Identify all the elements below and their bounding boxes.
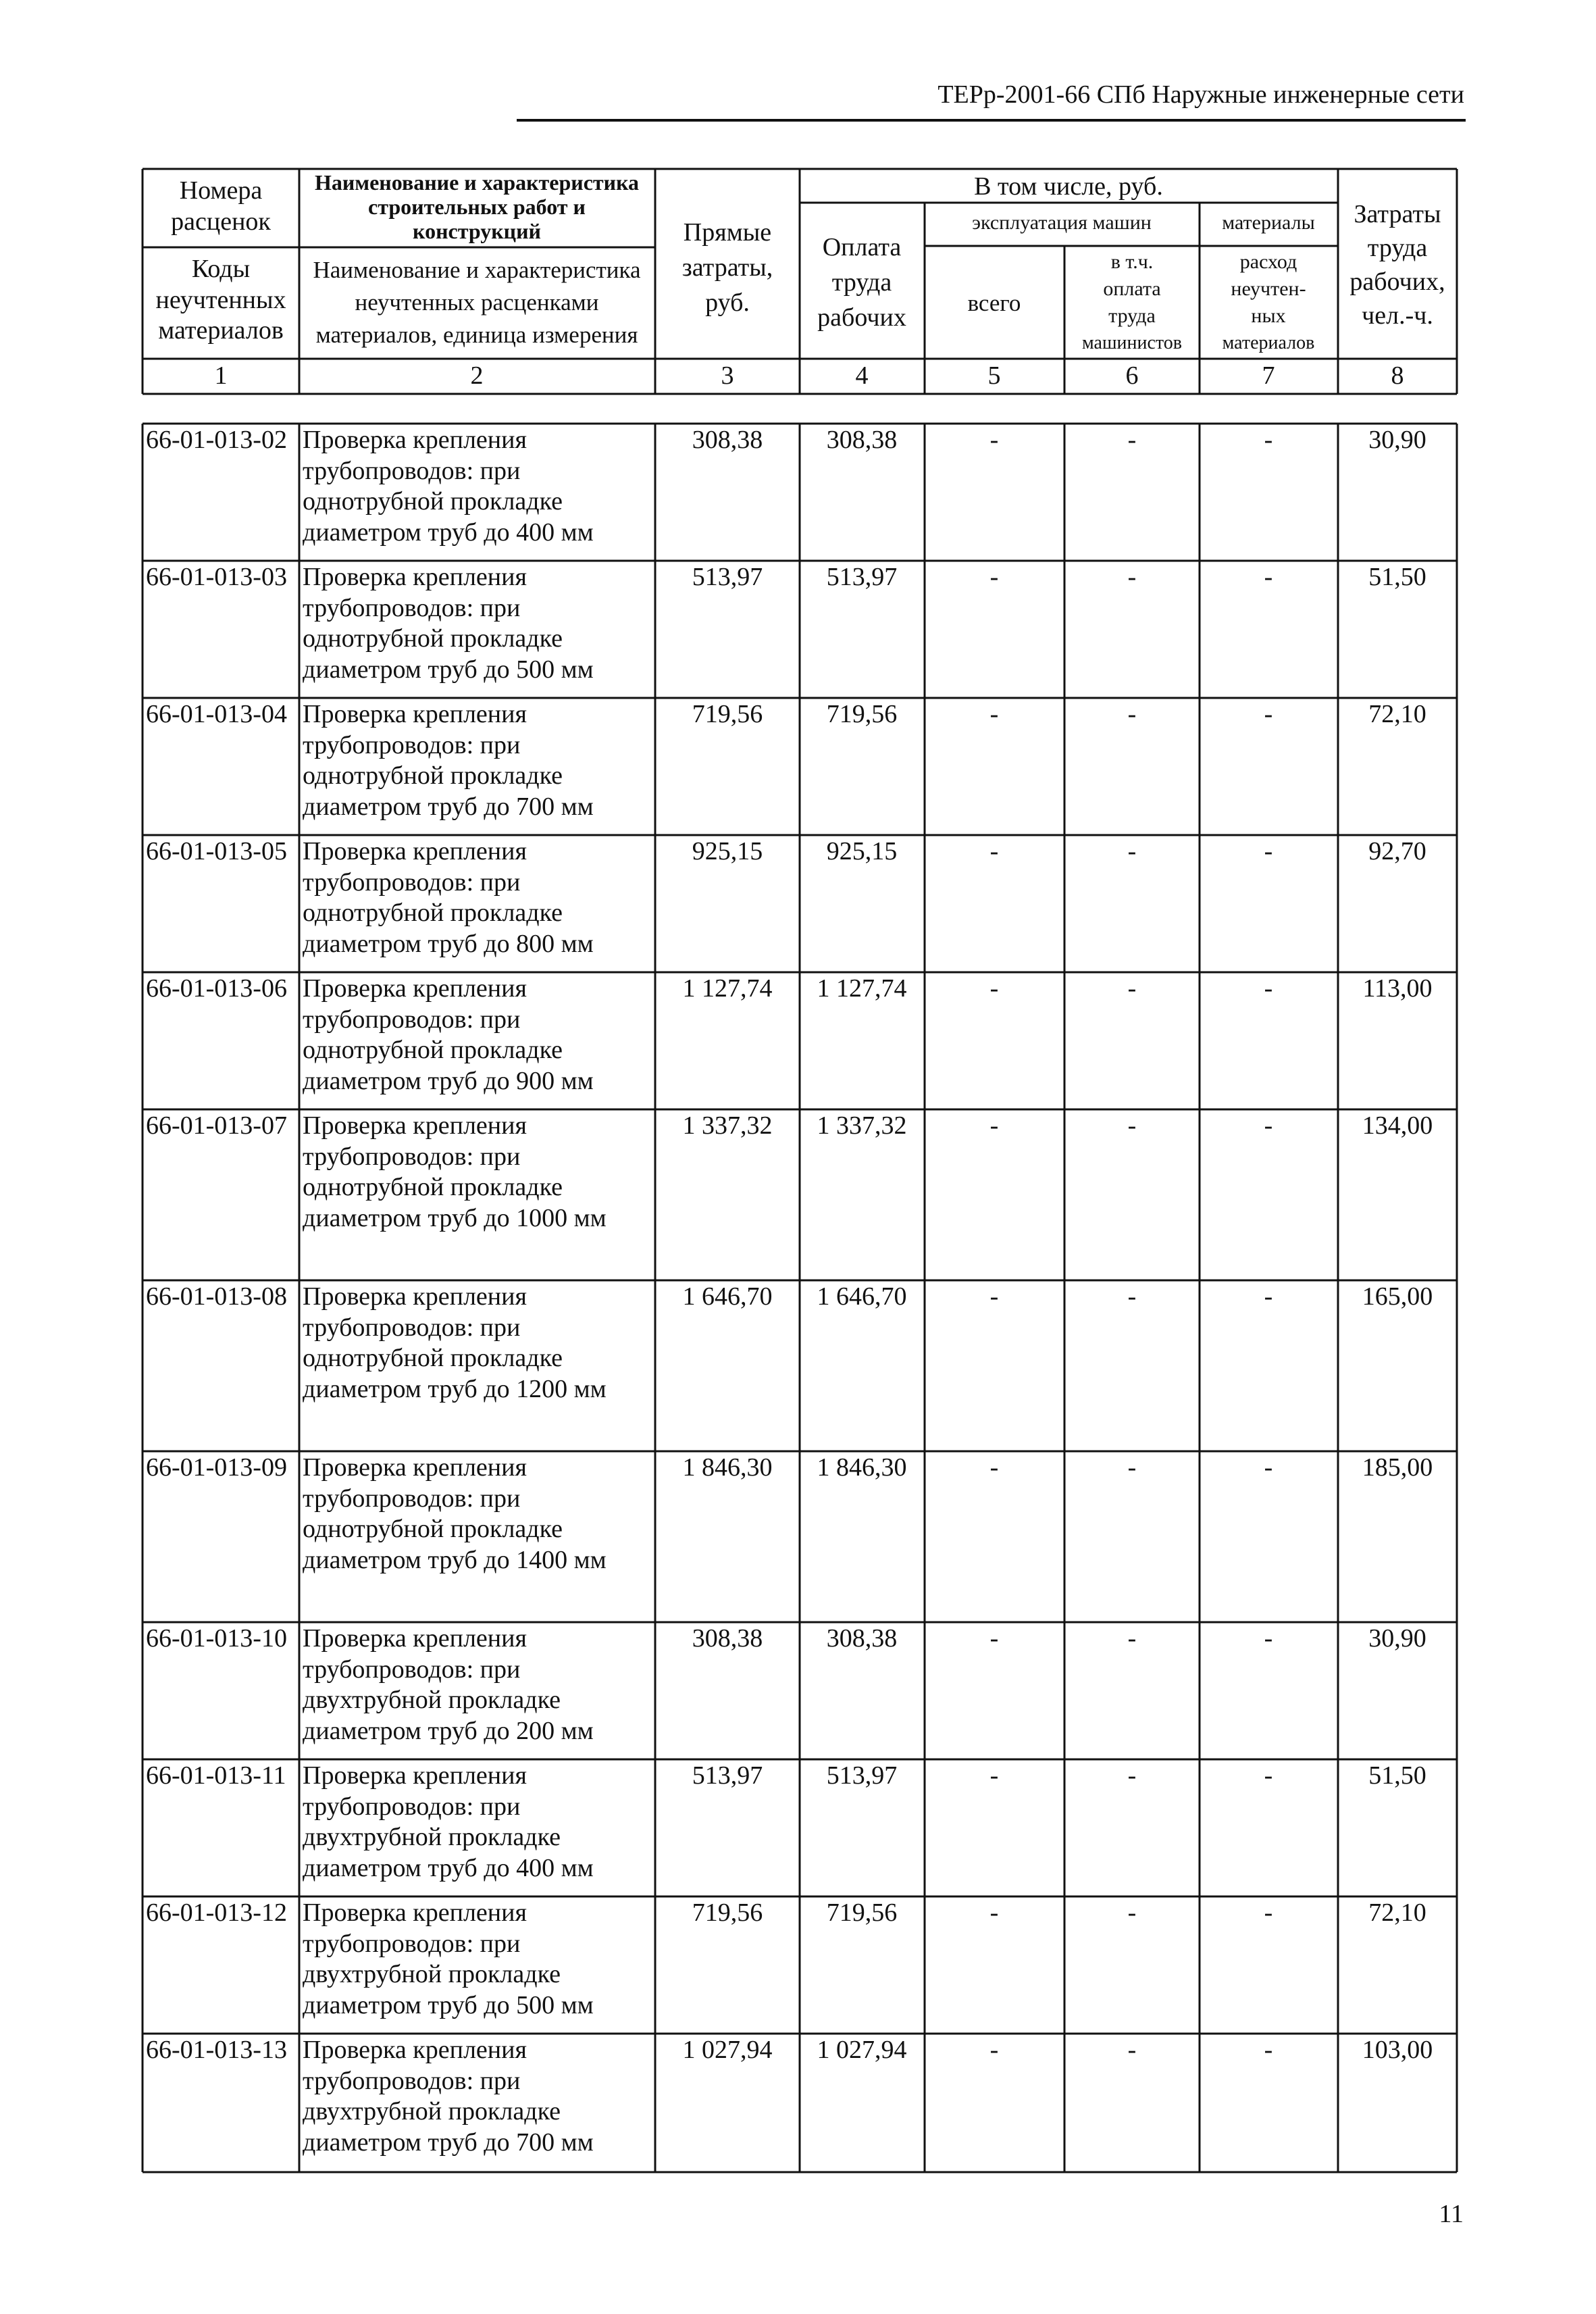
- description-line: Проверка крепления: [303, 563, 527, 591]
- description-line: Проверка крепления: [303, 1111, 527, 1140]
- machine-costs: -: [989, 563, 999, 591]
- operator-pay: -: [1127, 1282, 1137, 1311]
- machine-costs: -: [989, 426, 999, 454]
- machine-costs: -: [989, 2036, 999, 2064]
- header-text: неучтенных расценками: [355, 289, 599, 316]
- description-line: диаметром труб до 900 мм: [303, 1066, 594, 1095]
- header-text: Номера: [179, 176, 263, 205]
- description-line: трубопроводов: при: [303, 1929, 521, 1958]
- labor-hours: 103,00: [1362, 2036, 1433, 2064]
- work-description: [303, 2035, 594, 2158]
- description-line: трубопроводов: при: [303, 1005, 521, 1034]
- operator-pay: -: [1127, 1761, 1137, 1790]
- machine-costs: -: [989, 1898, 999, 1927]
- description-line: диаметром труб до 500 мм: [303, 655, 594, 684]
- column-number: 6: [1125, 361, 1139, 390]
- labor-hours: 30,90: [1368, 426, 1426, 454]
- materials-cost: -: [1264, 1111, 1273, 1140]
- header-text: Наименование и характеристика: [314, 170, 640, 195]
- description-line: однотрубной прокладке: [303, 1344, 563, 1373]
- materials-cost: -: [1264, 1624, 1273, 1653]
- direct-costs: 513,97: [692, 1761, 763, 1790]
- description-line: трубопроводов: при: [303, 1313, 521, 1342]
- rate-code: 66-01-013-11: [146, 1761, 286, 1790]
- header-machines: эксплуатация машин: [972, 211, 1152, 234]
- labor-hours: 30,90: [1368, 1624, 1426, 1653]
- header-text: машинистов: [1082, 332, 1182, 353]
- direct-costs: 513,97: [692, 563, 763, 591]
- header-col2-top: [315, 170, 639, 243]
- work-description: [303, 1761, 594, 1884]
- materials-cost: -: [1264, 563, 1273, 591]
- work-description: [303, 1624, 594, 1746]
- header-text: расход: [1239, 251, 1297, 273]
- header-col1-bottom: [155, 254, 286, 347]
- header-col8: [1349, 197, 1445, 332]
- description-line: трубопроводов: при: [303, 593, 521, 622]
- header-col3: [682, 215, 773, 320]
- header-text: материалов: [158, 316, 284, 345]
- header-text: материалов, единица измерения: [315, 322, 638, 348]
- labor-hours: 72,10: [1368, 700, 1426, 728]
- header-text: рабочих: [817, 303, 906, 332]
- materials-cost: -: [1264, 426, 1273, 454]
- header-group: В том числе, руб.: [974, 172, 1163, 201]
- header-text: Оплата: [822, 233, 902, 261]
- rate-code: 66-01-013-13: [146, 2036, 287, 2064]
- direct-costs: 1 846,30: [682, 1453, 773, 1482]
- column-number: 5: [987, 361, 1001, 390]
- description-line: однотрубной прокладке: [303, 761, 563, 790]
- description-line: диаметром труб до 200 мм: [303, 1716, 594, 1745]
- labor-hours: 51,50: [1368, 1761, 1426, 1790]
- description-line: диаметром труб до 800 мм: [303, 929, 594, 958]
- description-line: диаметром труб до 1400 мм: [303, 1545, 607, 1574]
- materials-cost: -: [1264, 700, 1273, 728]
- header-text: неучтенных: [155, 285, 286, 314]
- header-text: Прямые: [683, 218, 772, 247]
- description-line: Проверка крепления: [303, 1624, 527, 1653]
- description-line: однотрубной прокладке: [303, 1173, 563, 1202]
- header-text: в т.ч.: [1110, 251, 1154, 273]
- description-line: диаметром труб до 1200 мм: [303, 1374, 607, 1403]
- machine-costs: -: [989, 1282, 999, 1311]
- description-line: двухтрубной прокладке: [303, 2097, 561, 2126]
- description-line: однотрубной прокладке: [303, 487, 563, 516]
- description-line: Проверка крепления: [303, 426, 527, 454]
- description-line: Проверка крепления: [303, 1761, 527, 1790]
- machine-costs: -: [989, 1624, 999, 1653]
- description-line: Проверка крепления: [303, 700, 527, 728]
- work-description: [303, 425, 594, 548]
- description-line: Проверка крепления: [303, 974, 527, 1003]
- labor-hours: 185,00: [1362, 1453, 1433, 1482]
- machine-costs: -: [989, 1111, 999, 1140]
- labor-pay: 308,38: [826, 426, 898, 454]
- description-line: двухтрубной прокладке: [303, 1960, 561, 1989]
- labor-pay: 925,15: [826, 837, 898, 865]
- labor-pay: 1 027,94: [817, 2036, 907, 2064]
- materials-cost: -: [1264, 1453, 1273, 1482]
- direct-costs: 308,38: [692, 1624, 763, 1653]
- labor-pay: 513,97: [826, 563, 898, 591]
- header-materials: материалы: [1222, 211, 1315, 234]
- header-col2-bottom: [313, 254, 640, 351]
- description-line: трубопроводов: при: [303, 867, 521, 897]
- operator-pay: -: [1127, 1111, 1137, 1140]
- rate-code: 66-01-013-04: [146, 700, 287, 728]
- materials-cost: -: [1264, 2036, 1273, 2064]
- materials-cost: -: [1264, 1282, 1273, 1311]
- rate-code: 66-01-013-08: [146, 1282, 287, 1311]
- operator-pay: -: [1127, 1898, 1137, 1927]
- column-number: 2: [470, 361, 484, 390]
- description-line: диаметром труб до 1000 мм: [303, 1203, 607, 1232]
- direct-costs: 1 027,94: [682, 2036, 773, 2064]
- description-line: диаметром труб до 400 мм: [303, 1853, 594, 1882]
- header-text: руб.: [705, 288, 750, 317]
- labor-pay: 1 127,74: [817, 974, 907, 1003]
- description-line: диаметром труб до 700 мм: [303, 792, 594, 821]
- operator-pay: -: [1127, 974, 1137, 1003]
- operator-pay: -: [1127, 700, 1137, 728]
- header-text: труда: [1367, 234, 1428, 262]
- direct-costs: 719,56: [692, 1898, 763, 1927]
- header-text: труда: [1108, 305, 1156, 327]
- header-text: Коды: [191, 255, 251, 283]
- work-description: [303, 562, 594, 685]
- header-text: затраты,: [681, 253, 773, 282]
- description-line: трубопроводов: при: [303, 730, 521, 759]
- materials-cost: -: [1264, 837, 1273, 865]
- work-description: [303, 836, 594, 959]
- operator-pay: -: [1127, 426, 1137, 454]
- header-text: материалов: [1222, 332, 1315, 353]
- description-line: трубопроводов: при: [303, 1655, 521, 1684]
- description-line: Проверка крепления: [303, 1898, 527, 1927]
- column-number: 1: [214, 361, 228, 390]
- column-number: 3: [721, 361, 734, 390]
- direct-costs: 1 337,32: [682, 1111, 773, 1140]
- running-header: ТЕРр-2001-66 СПб Наружные инженерные сети: [937, 80, 1464, 109]
- operator-pay: -: [1127, 2036, 1137, 2064]
- description-line: Проверка крепления: [303, 1282, 527, 1311]
- header-col1-top: [171, 176, 271, 237]
- direct-costs: 719,56: [692, 700, 763, 728]
- header-text: расценок: [171, 207, 271, 236]
- machine-costs: -: [989, 1761, 999, 1790]
- page-number: 11: [1439, 2200, 1464, 2228]
- operator-pay: -: [1127, 1624, 1137, 1653]
- direct-costs: 1 127,74: [682, 974, 773, 1003]
- labor-hours: 165,00: [1362, 1282, 1433, 1311]
- description-line: трубопроводов: при: [303, 456, 521, 485]
- materials-cost: -: [1264, 974, 1273, 1003]
- column-number: 4: [855, 361, 869, 390]
- header-text: чел.-ч.: [1362, 301, 1433, 330]
- rate-code: 66-01-013-09: [146, 1453, 287, 1482]
- header-col5: всего: [967, 290, 1021, 316]
- machine-costs: -: [989, 837, 999, 865]
- work-description: [303, 1898, 594, 2021]
- materials-cost: -: [1264, 1761, 1273, 1790]
- header-text: оплата: [1103, 278, 1161, 300]
- labor-hours: 72,10: [1368, 1898, 1426, 1927]
- machine-costs: -: [989, 974, 999, 1003]
- work-description: [303, 1111, 607, 1234]
- operator-pay: -: [1127, 837, 1137, 865]
- labor-pay: 1 846,30: [817, 1453, 907, 1482]
- description-line: однотрубной прокладке: [303, 1036, 563, 1065]
- work-description: [303, 699, 594, 822]
- direct-costs: 925,15: [692, 837, 763, 865]
- column-number: 7: [1262, 361, 1275, 390]
- description-line: диаметром труб до 700 мм: [303, 2128, 594, 2157]
- labor-pay: 308,38: [826, 1624, 898, 1653]
- description-line: Проверка крепления: [303, 837, 527, 865]
- rate-code: 66-01-013-02: [146, 426, 287, 454]
- description-line: Проверка крепления: [303, 2036, 527, 2064]
- header-col6: [1082, 249, 1182, 357]
- description-line: однотрубной прокладке: [303, 899, 563, 928]
- description-line: Проверка крепления: [303, 1453, 527, 1482]
- description-line: трубопроводов: при: [303, 2066, 521, 2095]
- rate-code: 66-01-013-05: [146, 837, 287, 865]
- header-text: Наименование и характеристика: [313, 257, 641, 283]
- header-text: конструкций: [413, 219, 541, 243]
- header-text: Затраты: [1354, 200, 1441, 228]
- labor-hours: 113,00: [1362, 974, 1433, 1003]
- rate-code: 66-01-013-06: [146, 974, 287, 1003]
- operator-pay: -: [1127, 563, 1137, 591]
- header-text: строительных работ и: [368, 195, 586, 219]
- description-line: однотрубной прокладке: [303, 624, 563, 653]
- description-line: диаметром труб до 500 мм: [303, 1990, 594, 2019]
- header-col4: [817, 230, 906, 335]
- rate-code: 66-01-013-10: [146, 1624, 287, 1653]
- direct-costs: 308,38: [692, 426, 763, 454]
- description-line: диаметром труб до 400 мм: [303, 518, 594, 547]
- direct-costs: 1 646,70: [682, 1282, 773, 1311]
- labor-pay: 1 337,32: [817, 1111, 907, 1140]
- description-line: двухтрубной прокладке: [303, 1686, 561, 1715]
- labor-pay: 513,97: [826, 1761, 898, 1790]
- materials-cost: -: [1264, 1898, 1273, 1927]
- description-line: трубопроводов: при: [303, 1142, 521, 1171]
- labor-hours: 51,50: [1368, 563, 1426, 591]
- rate-code: 66-01-013-03: [146, 563, 287, 591]
- labor-pay: 719,56: [826, 1898, 898, 1927]
- description-line: однотрубной прокладке: [303, 1515, 563, 1544]
- operator-pay: -: [1127, 1453, 1137, 1482]
- machine-costs: -: [989, 1453, 999, 1482]
- labor-pay: 1 646,70: [817, 1282, 907, 1311]
- work-description: [303, 974, 594, 1097]
- work-description: [303, 1453, 607, 1576]
- rate-code: 66-01-013-07: [146, 1111, 287, 1140]
- header-text: неучтен-: [1231, 278, 1306, 300]
- description-line: трубопроводов: при: [303, 1484, 521, 1513]
- description-line: трубопроводов: при: [303, 1792, 521, 1821]
- work-description: [303, 1282, 607, 1405]
- header-text: рабочих,: [1349, 268, 1445, 296]
- header-text: ных: [1251, 305, 1286, 327]
- labor-hours: 134,00: [1362, 1111, 1433, 1140]
- machine-costs: -: [989, 700, 999, 728]
- header-col7: [1222, 249, 1315, 357]
- labor-hours: 92,70: [1368, 837, 1426, 865]
- labor-pay: 719,56: [826, 700, 898, 728]
- column-number: 8: [1391, 361, 1404, 390]
- description-line: двухтрубной прокладке: [303, 1823, 561, 1852]
- rate-code: 66-01-013-12: [146, 1898, 287, 1927]
- header-text: труда: [831, 268, 892, 297]
